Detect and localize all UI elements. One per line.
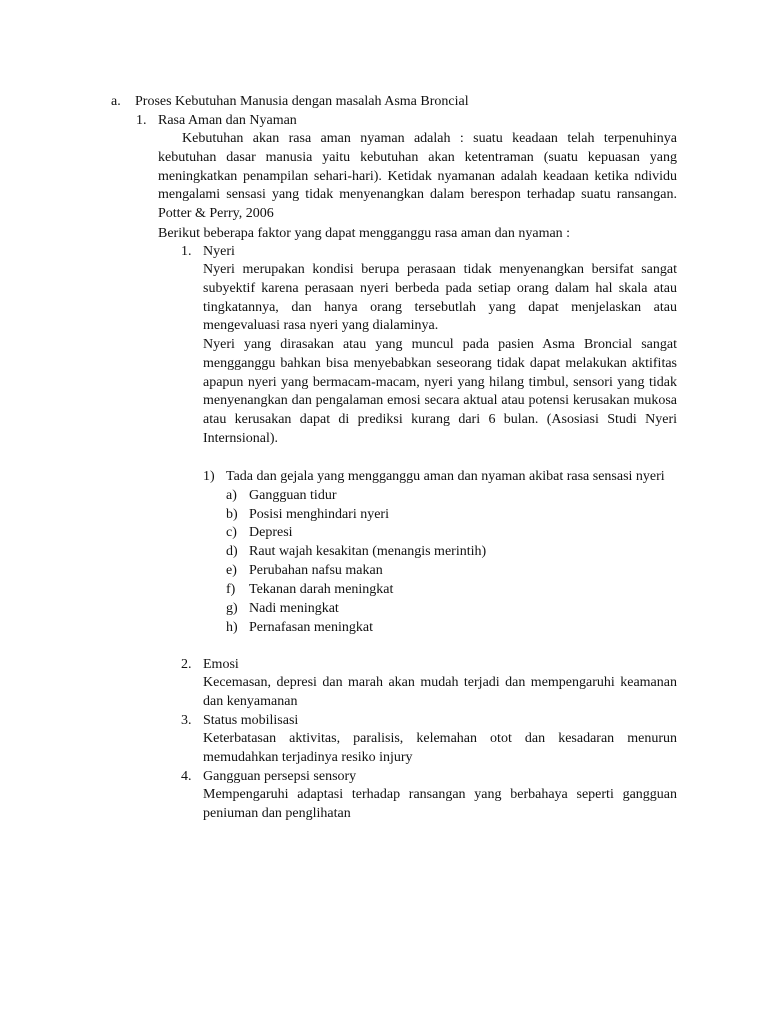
symptom-item: Gangguan tidur <box>249 488 337 503</box>
symptom-marker: g) <box>226 601 238 616</box>
symptom-marker: b) <box>226 507 238 522</box>
factor-4-marker: 4. <box>181 769 192 784</box>
symptom-marker: a) <box>226 488 237 503</box>
symptom-marker: e) <box>226 563 237 578</box>
symptom-item: Pernafasan meningkat <box>249 620 374 635</box>
definition-paragraph: Kebutuhan akan rasa aman nyaman adalah : suatu keadaan telah terpenuhinya kebutuhan dasar manusia yaitu kebutuhan akan ketentraman (suatu kepuasan yang meningkatkan penampilan sehari-hari). Ketidak nyamanan adalah keadaan ketika ndividu mengalami sensasi yang tidak menyenangkan dalam berespon terhadap suatu ransangan. Potter & Perry, 2006 <box>158 131 677 222</box>
symptom-marker: d) <box>226 544 238 559</box>
factor-4-text: Mempengaruhi adaptasi terhadap ransangan yang berbahaya seperti gangguan peniuman dan penglihatan <box>203 787 677 821</box>
factor-1-paragraph-1: Nyeri merupakan kondisi berupa perasaan tidak menyenangkan bersifat sangat subyektif karena perasaan nyeri berbeda pada setiap orang dalam hal skala atau tingkatannya, dan hanya orang tersebutlah yang dapat menjelaskan atau mengevaluasi rasa nyeri yang dialaminya. <box>203 262 677 334</box>
item1-marker: 1. <box>136 113 147 128</box>
factor-1-paragraph-2: Nyeri yang dirasakan atau yang muncul pada pasien Asma Broncial sangat mengganggu bahkan bisa menyebabkan seseorang tidak dapat melakukan aktifitas apapun nyeri yang bermacam-macam, nyeri yang hilang timbul, sensori yang tidak menyenangkan dan pengalaman emosi secara aktual atau potensi kerusakan mukosa atau kerusakan dapat di prediksi kurang dari 6 bulan. (Asosiasi Studi Nyeri Internsional). <box>203 337 677 446</box>
factor-3-text: Keterbatasan aktivitas, paralisis, kelemahan otot dan kesadaran menurun memudahkan terjadinya resiko injury <box>203 731 677 765</box>
factor-2-text: Kecemasan, depresi dan marah akan mudah terjadi dan mempengaruhi keamanan dan kenyamanan <box>203 675 677 709</box>
item1-title: Rasa Aman dan Nyaman <box>158 113 297 128</box>
section-title: Proses Kebutuhan Manusia dengan masalah Asma Broncial <box>135 94 469 109</box>
symptom-item: Perubahan nafsu makan <box>249 563 383 578</box>
factor-4-title: Gangguan persepsi sensory <box>203 769 357 784</box>
symptom-marker: f) <box>226 582 236 597</box>
section-marker: a. <box>111 94 121 109</box>
symptom-item: Raut wajah kesakitan (menangis merintih) <box>249 544 487 559</box>
sub-list-marker: 1) <box>203 469 215 484</box>
symptom-item: Posisi menghindari nyeri <box>249 507 389 522</box>
factor-3-title: Status mobilisasi <box>203 713 299 728</box>
sub-list-title: Tada dan gejala yang mengganggu aman dan nyaman akibat rasa sensasi nyeri <box>226 469 665 484</box>
factor-1-title: Nyeri <box>203 244 235 259</box>
symptom-marker: h) <box>226 620 238 635</box>
symptom-marker: c) <box>226 525 237 540</box>
symptom-item: Depresi <box>249 525 293 540</box>
symptom-item: Nadi meningkat <box>249 601 339 616</box>
factor-1-marker: 1. <box>181 244 192 259</box>
factor-3-marker: 3. <box>181 713 192 728</box>
factors-intro: Berikut beberapa faktor yang dapat mengganggu rasa aman dan nyaman : <box>158 226 571 241</box>
factor-2-marker: 2. <box>181 657 192 672</box>
symptom-item: Tekanan darah meningkat <box>249 582 394 597</box>
factor-2-title: Emosi <box>203 657 239 672</box>
